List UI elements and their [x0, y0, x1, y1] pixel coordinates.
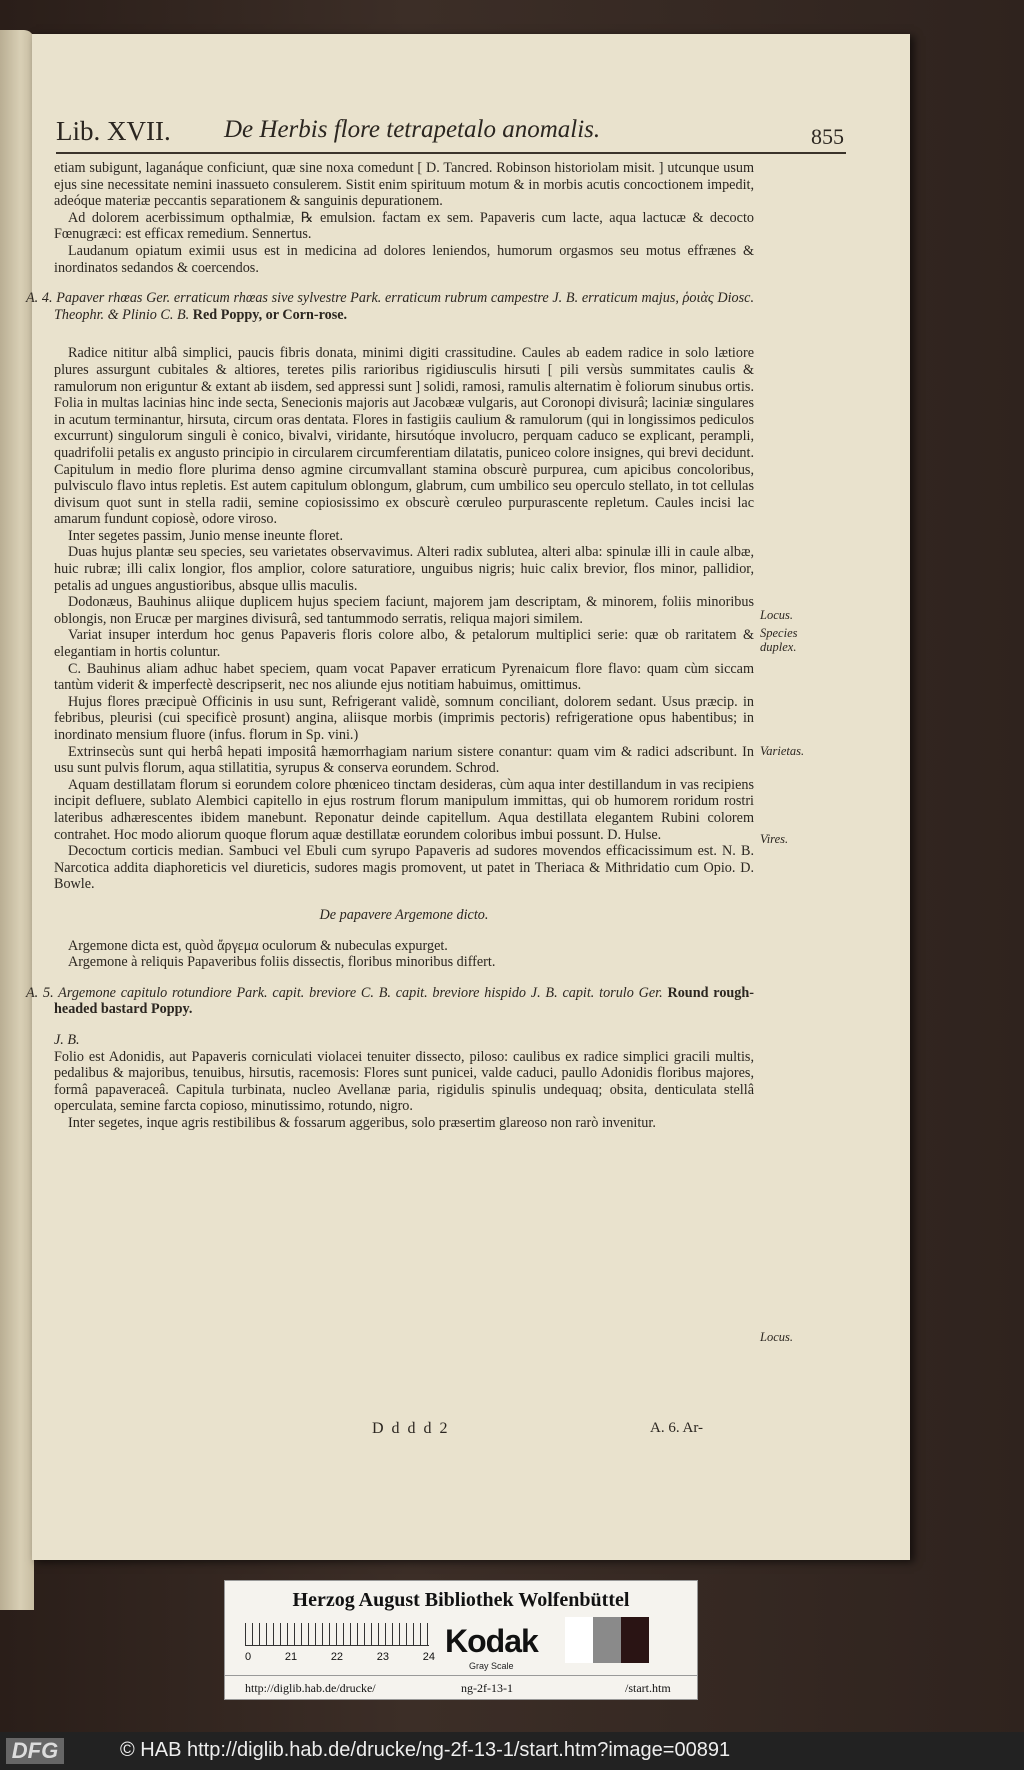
- paragraph: C. Bauhinus aliam adhuc habet speciem, quam vocat Papaver erraticum Pyrenaicum flore flavo: quam cùm siccam tantùm viderit & imperfectè descripserit, nec nos aliunde ejus notitiam habuimus, omittimus.: [54, 660, 754, 694]
- paragraph: Variat insuper interdum hoc genus Papaveris floris colore albo, & petalorum multiplici serie: quæ ob raritatem & elegantiam in hortis coluntur.: [54, 627, 754, 661]
- entry-4-text: A. 4. Papaver rhœas Ger. erraticum rhœas sive sylvestre Park. erraticum rubrum campestre J. B. erraticum majus, ῥοιὰς Diosc. Theophr. & Plinio C. B.: [26, 290, 754, 323]
- url-left: http://diglib.hab.de/drucke/: [245, 1681, 376, 1695]
- margin-note-locus: Locus.: [760, 608, 793, 622]
- paragraph: Duas hujus plantæ seu species, seu varietates observavimus. Alteri radix sublutea, alteri alba: spinulæ illi in caule albæ, huic rubræ; illi calix longior, flos amplior, colore saturatiore, unguibus nigris; huic calix brevior, flos minor, pallidior, petalis ad ungues angustioribus, absque ullis maculis.: [54, 544, 754, 594]
- dfg-footer-bar: [0, 1732, 1024, 1770]
- paragraph: Dodonæus, Bauhinus aliique duplicem hujus speciem faciunt, majorem jam descriptam, & minorem, foliis minoribus oblongis, non Erucæ per margines divisurâ, sed tantummodo serratis, reliqua majori similem.: [54, 594, 754, 627]
- book-page: [26, 34, 910, 1560]
- paragraph: Radice nititur albâ simplici, paucis fibris donata, minimi digiti crassitudine. Caules ab eadem radice in solo lætiore plures assurgunt cubitales & altiores, teretes pilis rarioribus rigidiusculis hirsuti [ pili versùs summitates caulis & ramulorum non eriguntur & extant ab iisdem, sed appressi sunt ] solidi, ramosi, ramulis alternatim è foliorum sinubus ortis. Folia in multas lacinias hinc inde secta, Senecionis majoris aut Jacobææ vulgaris, aut Coronopi divisurâ; laciniæ singulares in acutum terminantur, hirsuta, circum oras dentata. Flores in fastigiis caulium & ramulorum (qui in longissimos pediculos excurrunt) singulorum singuli è conico, bivalvi, viridante, hirsutóque involucro, perquam caduco se explicant, perampli, quadrifolii petalis ex angusto principio in circularem circumferentiam dilatatis, puniceo colore insignes, qui brevi decidunt. Capitulum in medio flore plurima denso agmine circumvallant stamina obscurè purpurea, cum apicibus concoloribus, pulvisculo flavo intus repletis. Est autem capitulum oblongum, glabrum, cum umbilico seu operculo stellato, in tot cellulas divisum quot sunt in stella radii, semine copiosissimo ex obscurè cœruleo purpurascente repletum. Caules incisi lac amarum fundunt copiosè, odore viroso.: [54, 345, 754, 528]
- entry-5-text: A. 5. Argemone capitulo rotundiore Park. capit. breviore C. B. capit. breviore hispido J. B. capit. torulo Ger.: [26, 984, 663, 1001]
- header-title: De Herbis flore tetrapetalo anomalis.: [224, 116, 601, 143]
- book-number: Lib. XVII.: [56, 116, 171, 146]
- body-text: [26, 160, 755, 1131]
- running-header: [56, 110, 844, 160]
- paragraph: Extrinsecùs sunt qui herbâ hepati impositâ hæmorrhagiam narium sistere conantur: quam vim & radici adscribunt. In usu sunt pulvis florum, aqua stillatitia, syrupus & conserva eorundem. Schrod.: [54, 743, 754, 777]
- target-url-row: [225, 1675, 697, 1700]
- library-name: Herzog August Bibliothek Wolfenbüttel: [292, 1589, 630, 1611]
- margin-note-species: Species duplex.: [760, 626, 798, 654]
- paragraph: Hujus flores præcipuè Officinis in usu sunt, Refrigerant validè, somnum conciliant, dolorem sedant. Usus præcip. in febribus, pleurisi (cui specificè prosunt) angina, aliisque morbis (imprimis pectoris) refrigeratione opus habentibus; in inordinato mensium fluore (infus. florum in Sp. vini.): [54, 693, 754, 743]
- margin-note-varietas: Varietas.: [760, 744, 805, 758]
- paragraph: Laudanum opiatum eximii usus est in medicina ad dolores leniendos, humorum orgasmos seu motus effrænes & inordinatos sedandos & coercendos.: [54, 242, 754, 276]
- section-heading: De papavere Argemone dicto.: [319, 906, 489, 923]
- color-target-card: [224, 1580, 698, 1700]
- paragraph: Inter segetes passim, Junio mense ineunte floret.: [68, 527, 344, 544]
- page-number: 855: [811, 124, 844, 149]
- gray-scale-label: Gray Scale: [469, 1661, 514, 1671]
- paragraph: Folio est Adonidis, aut Papaveris corniculati violacei tenuiter dissecto, piloso: caulibus ex radice simplici gracili multis, pedalibus & majoribus, tenuibus, hirsutis, racemosis: Flores sunt punicei, valde caduci, paullo Adonidis floribus majores, formâ papaveraceâ. Capitula turbinata, nucleo Avellanæ paria, rigidulis spinulis undequaq; obsita, denticulata stellâ operculata, semine farcta copioso, minutissimo, rotundo, nigro.: [54, 1048, 754, 1115]
- entry-4-english: Red Poppy, or Corn-rose.: [192, 306, 348, 323]
- header-rule: [56, 152, 846, 154]
- url-mid: ng-2f-13-1: [461, 1681, 513, 1695]
- paragraph: etiam subigunt, laganáque conficiunt, quæ sine noxa comedunt [ D. Tancred. Robinson historiolam misit. ] utcunque usum ejus sine necessitate nemini inassueto consulerem. Sistit enim spirituum motum & in morbis acutis concoctionem impedit, adeóque materiæ peccantis separationem & sanguinis depurationem.: [54, 160, 754, 210]
- species-entry-5: [26, 984, 755, 1018]
- catchword: A. 6. Ar-: [650, 1420, 704, 1436]
- swatch-gray: [593, 1617, 621, 1663]
- species-entry-4: [26, 290, 754, 323]
- kodak-logo: Kodak: [445, 1623, 538, 1659]
- ruler-ticks: 0 21 22 23 24: [245, 1651, 435, 1663]
- paragraph: Inter segetes, inque agris restibilibus & fossarum aggeribus, solo præsertim glareoso non rarò invenitur.: [68, 1114, 656, 1131]
- entry-5-english: Round rough-headed bastard Poppy.: [54, 984, 755, 1018]
- argemone-line: Argemone dicta est, quòd ἄργεμα oculorum & nubeculas expurget.: [68, 937, 448, 954]
- paragraph: Decoctum corticis median. Sambuci vel Ebuli cum syrupo Papaveris ad sudores movendos efficacissimum est. N. B. Narcotica addita diaphoreticis vel diureticis, sudores magis promovent, ut patet in Theriaca & Mithridatio cum Opio. D. Bowle.: [54, 843, 754, 893]
- signature-mark: D d d d 2: [372, 1420, 450, 1437]
- paragraph: Aquam destillatam florum si eorundem colore phœniceo tinctam desideras, cùm aqua inter destillandum in vas recipiens incipit defluere, sublato Alembici capitello in ejus rostrum florum manipulum immittas, qui ob humorem roridum rostri lateribus adhærescentes ibidem manebunt. Reponatur deinde capitellum. Aqua destillata elegantem Rubini colorem contrahet. Hoc modo aliorum quoque florum aquæ destillatæ eorundem coloribus imbui possunt. D. Hulse.: [54, 776, 754, 843]
- margin-note-vires: Vires.: [760, 832, 789, 846]
- copyright-link[interactable]: © HAB http://diglib.hab.de/drucke/ng-2f-13-1/start.htm?image=00891: [120, 1739, 731, 1761]
- gray-swatches: [565, 1617, 649, 1663]
- paragraph: Ad dolorem acerbissimum opthalmiæ, ℞ emulsion. factam ex sem. Papaveris cum lacte, aqua lactucæ & decocto Fœnugræci: est efficax remedium. Sennertus.: [54, 209, 754, 243]
- margin-note-locus: Locus.: [760, 1330, 793, 1344]
- swatch-dark: [621, 1617, 649, 1663]
- argemone-line: Argemone à reliquis Papaveribus foliis dissectis, floribus minoribus differt.: [68, 954, 496, 971]
- swatch-white: [565, 1617, 593, 1663]
- url-right: /start.htm: [625, 1681, 671, 1695]
- dfg-logo: DFG: [6, 1738, 64, 1764]
- previous-page-edge: [0, 30, 34, 1610]
- scale-ruler: [245, 1623, 429, 1646]
- source-label: J. B.: [54, 1031, 80, 1048]
